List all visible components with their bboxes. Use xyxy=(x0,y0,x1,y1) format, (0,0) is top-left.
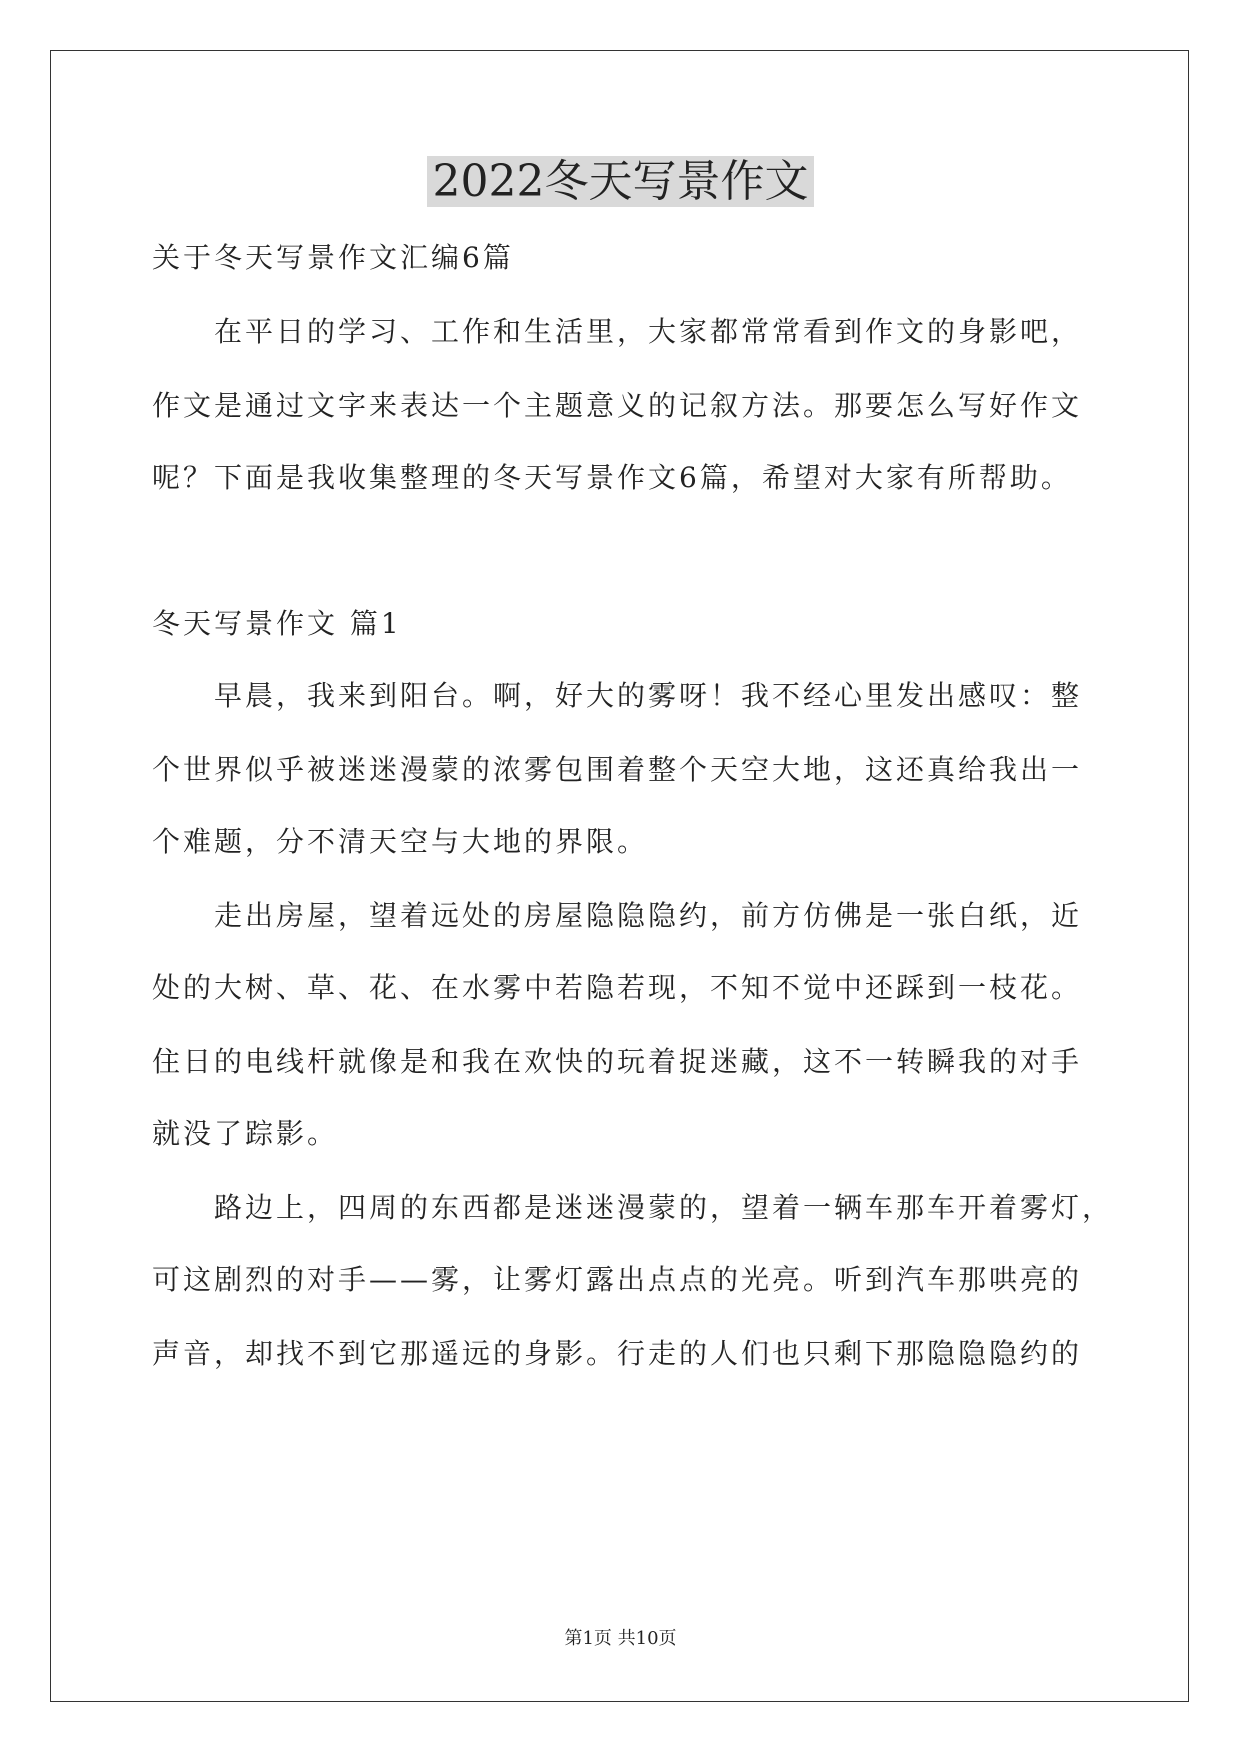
paragraph2-line: 走出房屋，望着远处的房屋隐隐隐约，前方仿佛是一张白纸，近 xyxy=(214,899,1083,932)
document-subtitle: 关于冬天写景作文汇编6篇 xyxy=(152,241,514,274)
paragraph1-line: 早晨，我来到阳台。啊，好大的雾呀！我不经心里发出感叹：整 xyxy=(214,679,1083,712)
paragraph2-line: 住日的电线杆就像是和我在欢快的玩着捉迷藏，这不一转瞬我的对手 xyxy=(152,1045,1083,1078)
intro-line: 在平日的学习、工作和生活里，大家都常常看到作文的身影吧， xyxy=(214,315,1083,348)
paragraph2-line: 处的大树、草、花、在水雾中若隐若现，不知不觉中还踩到一枝花。 xyxy=(152,971,1083,1004)
document-title-text: 2022冬天写景作文 xyxy=(427,156,815,207)
paragraph3-line: 声音，却找不到它那遥远的身影。行走的人们也只剩下那隐隐隐约的 xyxy=(152,1337,1083,1370)
document-title xyxy=(0,152,1241,212)
intro-line: 作文是通过文字来表达一个主题意义的记叙方法。那要怎么写好作文 xyxy=(152,389,1083,422)
paragraph3-line: 可这剧烈的对手——雾，让雾灯露出点点的光亮。听到汽车那哄亮的 xyxy=(152,1263,1083,1296)
paragraph2-line: 就没了踪影。 xyxy=(152,1117,339,1150)
intro-line: 呢？下面是我收集整理的冬天写景作文6篇，希望对大家有所帮助。 xyxy=(152,461,1072,494)
section-heading: 冬天写景作文 篇1 xyxy=(152,607,402,640)
paragraph1-line: 个世界似乎被迷迷漫蒙的浓雾包围着整个天空大地，这还真给我出一 xyxy=(152,753,1083,786)
page-number-footer: 第1页 共10页 xyxy=(564,1628,677,1649)
paragraph1-line: 个难题，分不清天空与大地的界限。 xyxy=(152,825,649,858)
paragraph3-line: 路边上，四周的东西都是迷迷漫蒙的，望着一辆车那车开着雾灯， xyxy=(214,1191,1114,1224)
page-border xyxy=(50,50,1189,1702)
